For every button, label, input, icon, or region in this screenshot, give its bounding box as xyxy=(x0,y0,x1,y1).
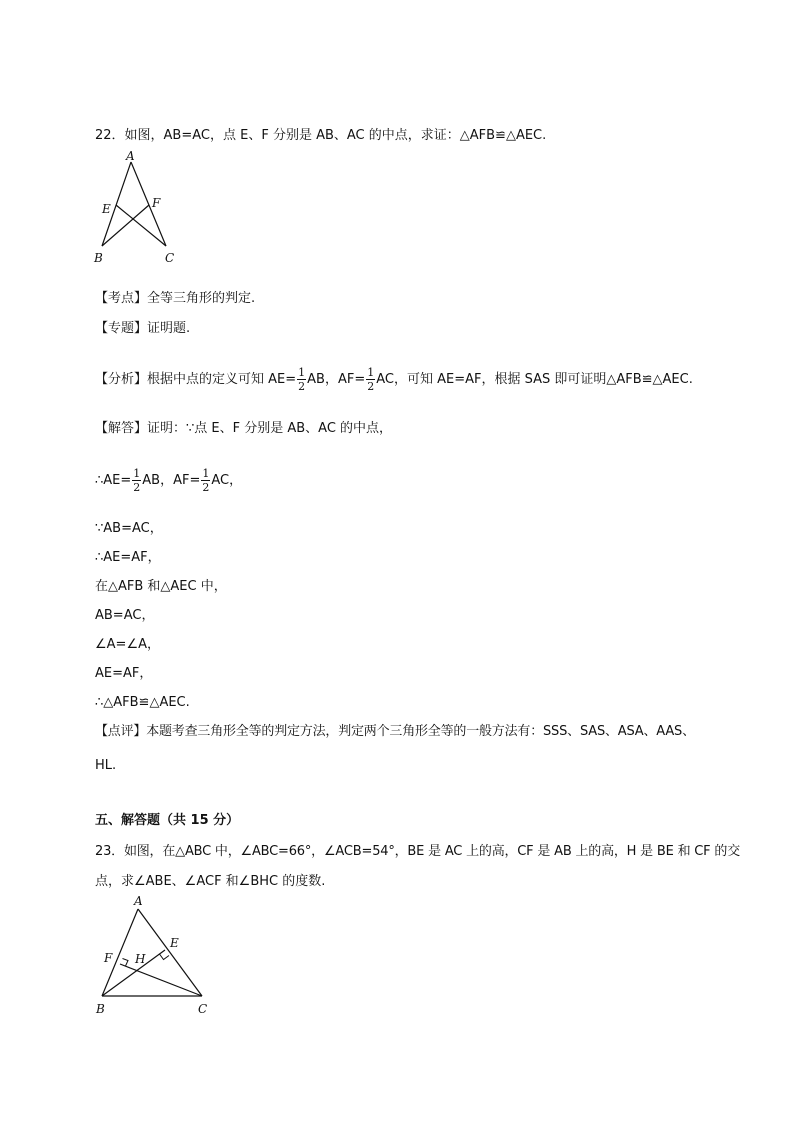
q23-label-b: B xyxy=(96,1002,105,1016)
q22-figure xyxy=(88,150,184,266)
q23-question-line1: 23．如图，在△ABC 中，∠ABC=66°，∠ACB=54°，BE 是 AC 上的高，CF 是 AB 上的高，H 是 BE 和 CF 的交 xyxy=(95,844,740,859)
step1-mid: AB，AF= xyxy=(142,473,201,488)
q22-question: 22．如图，AB=AC，点 E、F 分别是 AB、AC 的中点，求证：△AFB≌△AEC. xyxy=(95,128,547,143)
q22-step: AE=AF， xyxy=(95,666,153,681)
fenxi-prefix: 【分析】根据中点的定义可知 AE= xyxy=(95,372,297,387)
q23-label-e: E xyxy=(170,936,179,950)
q22-label-c: C xyxy=(165,251,175,265)
q22-step: 在△AFB 和△AEC 中， xyxy=(95,579,227,594)
section-5-title: 五、解答题（共 15 分） xyxy=(95,813,240,828)
q22-label-f: F xyxy=(152,196,161,210)
q22-step: ∵AB=AC， xyxy=(95,521,163,536)
fraction-denominator: 2 xyxy=(367,380,375,393)
q22-step: ∴AE=AF， xyxy=(95,550,161,565)
fraction-numerator: 1 xyxy=(133,467,141,480)
step1-suffix: AC， xyxy=(211,473,243,488)
q22-step1 xyxy=(95,468,242,493)
q23-label-a: A xyxy=(134,894,143,908)
fenxi-mid2: AC，可知 AE=AF，根据 SAS 即可证明△AFB≌△AEC. xyxy=(376,372,693,387)
q23-right-angle-e xyxy=(160,954,170,960)
q22-jieda: 【解答】证明：∵点 E、F 分别是 AB、AC 的中点， xyxy=(95,421,393,436)
q22-step: ∠A=∠A， xyxy=(95,637,160,652)
q23-figure xyxy=(88,893,220,1019)
q22-zhuanti: 【专题】证明题. xyxy=(95,321,191,336)
fraction-denominator: 2 xyxy=(202,481,210,494)
fraction-numerator: 1 xyxy=(367,366,375,379)
step1-prefix: ∴AE= xyxy=(95,473,132,488)
q22-label-e: E xyxy=(102,202,111,216)
q22-label-a: A xyxy=(126,150,135,163)
q23-label-f: F xyxy=(104,951,113,965)
q23-label-h: H xyxy=(135,952,146,966)
fraction-half xyxy=(366,367,375,392)
fraction-half xyxy=(201,468,210,493)
q23-question-line2: 点，求∠ABE、∠ACF 和∠BHC 的度数. xyxy=(95,874,326,889)
q22-dianping-line1: 【点评】本题考查三角形全等的判定方法，判定两个三角形全等的一般方法有：SSS、SAS、ASA、AAS、 xyxy=(95,724,695,739)
q22-segment-ce xyxy=(116,205,166,246)
q23-label-c: C xyxy=(198,1002,208,1016)
fraction-denominator: 2 xyxy=(133,481,141,494)
fraction-numerator: 1 xyxy=(202,467,210,480)
q22-step: AB=AC， xyxy=(95,608,155,623)
q22-label-b: B xyxy=(94,251,103,265)
fenxi-mid1: AB，AF= xyxy=(307,372,366,387)
fraction-denominator: 2 xyxy=(298,380,306,393)
q22-step: ∴△AFB≌△AEC. xyxy=(95,695,190,710)
fraction-half xyxy=(297,367,306,392)
fraction-numerator: 1 xyxy=(298,366,306,379)
q22-dianping-line2: HL. xyxy=(95,758,117,773)
q22-kaodian: 【考点】全等三角形的判定. xyxy=(95,291,256,306)
q22-fenxi xyxy=(95,367,693,392)
q22-side-ac xyxy=(131,162,166,246)
fraction-half xyxy=(132,468,141,493)
